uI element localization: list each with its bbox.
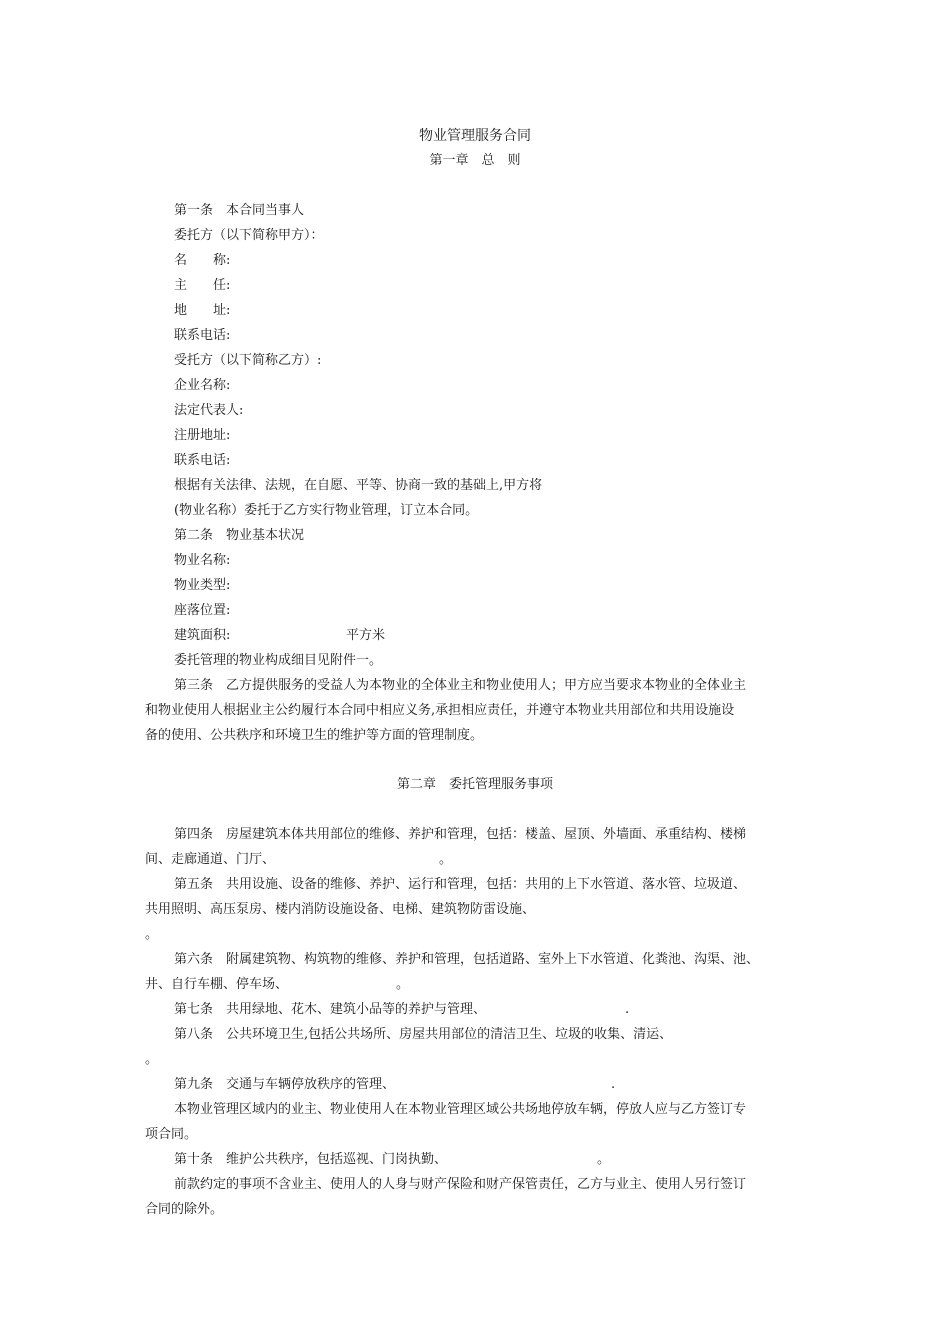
party-a-label: 委托方（以下简称甲方）： (174, 228, 324, 243)
article-9-line-1: 第九条 交通与车辆停放秩序的管理、 (174, 1077, 396, 1092)
article-3-line-3: 备的使用、公共秩序和环境卫生的维护等方面的管理制度。 (145, 728, 484, 743)
party-a-phone-field: 联系电话: (174, 328, 231, 343)
article-5-line-1: 第五条 共用设施、设备的维修、养护、运行和管理，包括：共用的上下水管道、落水管、垃圾道、 (174, 877, 747, 892)
article-9-paragraph-line-1: 本物业管理区域内的业主、物业使用人在本物业管理区域公共场地停放车辆，停放人应与乙方签订专 (174, 1102, 747, 1117)
article-8-end-mark: 。 (145, 1052, 159, 1067)
party-b-legal-rep-field: 法定代表人: (174, 403, 244, 418)
article-1-heading: 第一条 本合同当事人 (174, 203, 305, 218)
article-4-line-1: 第四条 房屋建筑本体共用部位的维修、养护和管理，包括：楼盖、屋顶、外墙面、承重结构、楼梯 (174, 827, 747, 842)
article-9-end-mark: . (611, 1077, 616, 1092)
party-b-company-field: 企业名称: (174, 378, 231, 393)
basis-line-1: 根据有关法律、法规，在自愿、平等、协商一致的基础上,甲方将 (174, 478, 543, 493)
article-4-end-mark: 。 (439, 852, 453, 867)
article-6-end-mark: 。 (396, 977, 410, 992)
article-5-line-2: 共用照明、高压泵房、楼内消防设施设备、电梯、建筑物防雷设施、 (145, 902, 536, 917)
chapter-1-heading: 第一章 总 则 (429, 153, 521, 168)
article-10-end-mark: 。 (597, 1152, 611, 1167)
property-location-field: 座落位置: (174, 603, 231, 618)
article-4-line-2: 间、走廊通道、门厅、 (145, 852, 276, 867)
article-5-end-mark: 。 (145, 927, 159, 942)
document-title: 物业管理服务合同 (419, 128, 531, 144)
property-detail-note: 委托管理的物业构成细目见附件一。 (174, 653, 383, 668)
building-area-label: 建筑面积: (174, 628, 231, 643)
party-b-phone-field: 联系电话: (174, 453, 231, 468)
party-a-name-field: 名 称: (174, 253, 231, 268)
party-a-address-field: 地 址: (174, 303, 231, 318)
article-6-line-2: 井、自行车棚、停车场、 (145, 977, 289, 992)
article-3-line-1: 第三条 乙方提供服务的受益人为本物业的全体业主和物业使用人；甲方应当要求本物业的全体业主 (174, 678, 747, 693)
article-10-paragraph-line-2: 合同的除外。 (145, 1202, 224, 1217)
party-a-director-field: 主 任: (174, 278, 231, 293)
article-6-line-1: 第六条 附属建筑物、构筑物的维修、养护和管理，包括道路、室外上下水管道、化粪池、沟渠、池、 (174, 952, 760, 967)
article-2-heading: 第二条 物业基本状况 (174, 528, 305, 543)
party-b-reg-address-field: 注册地址: (174, 428, 231, 443)
article-7-end-mark: . (625, 1002, 630, 1017)
article-8-line-1: 第八条 公共环境卫生,包括公共场所、房屋共用部位的清洁卫生、垃圾的收集、清运、 (174, 1027, 673, 1042)
basis-line-2: (物业名称）委托于乙方实行物业管理，订立本合同。 (174, 503, 479, 518)
property-type-field: 物业类型: (174, 578, 231, 593)
party-b-label: 受托方（以下简称乙方）: (174, 353, 322, 368)
building-area-unit: 平方米 (346, 628, 386, 643)
article-10-line-1: 第十条 维护公共秩序，包括巡视、门岗执勤、 (174, 1152, 448, 1167)
article-7-line-1: 第七条 共用绿地、花木、建筑小品等的养护与管理、 (174, 1002, 487, 1017)
article-3-line-2: 和物业使用人根据业主公约履行本合同中相应义务,承担相应责任，并遵守本物业共用部位和共用设施设 (145, 703, 735, 718)
chapter-2-heading: 第二章 委托管理服务事项 (396, 777, 553, 792)
article-9-paragraph-line-2: 项合同。 (145, 1127, 198, 1142)
property-name-field: 物业名称: (174, 553, 231, 568)
article-10-paragraph-line-1: 前款约定的事项不含业主、使用人的人身与财产保险和财产保管责任，乙方与业主、使用人另行签订 (174, 1177, 747, 1192)
